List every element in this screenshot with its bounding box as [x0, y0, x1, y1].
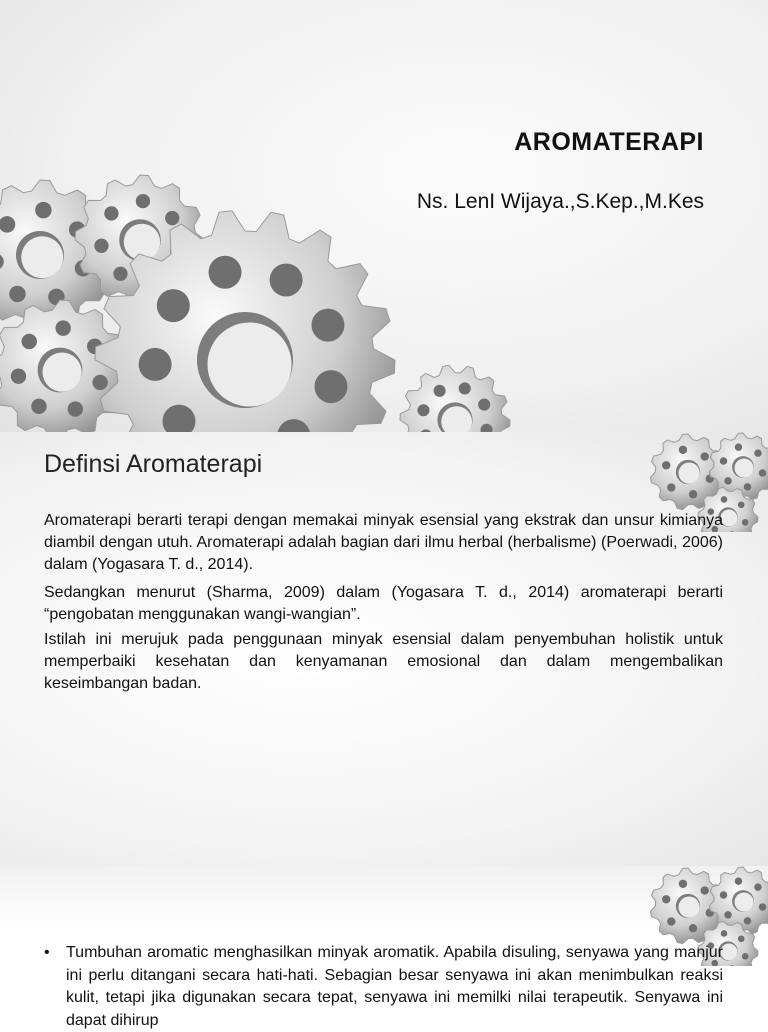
gear-hole	[721, 496, 728, 503]
gear-hole	[679, 880, 687, 888]
gear-hole	[136, 194, 150, 208]
gear-hole	[459, 382, 471, 394]
paragraph: Istilah ini merujuk pada penggunaan minyak esensial dalam penyembuhan holistik untuk memperbaiki kesehatan dan kenyamanan emosional dan dalam mengembalikan keseimbangan badan.	[44, 631, 723, 692]
gear-hole	[735, 877, 742, 884]
author-name: Ns. LenI Wijaya.,S.Kep.,M.Kes	[416, 190, 704, 213]
gear-hole	[139, 348, 172, 381]
gear-hole	[209, 256, 242, 289]
gear-hole	[689, 490, 697, 498]
bullet-marker: •	[44, 944, 50, 961]
definition-text	[44, 510, 723, 698]
gear-hole	[724, 911, 731, 918]
gear-hole	[311, 309, 344, 342]
bullet-list-item	[44, 942, 723, 1032]
presentation-title: AROMATERAPI	[514, 128, 704, 156]
gear-hole	[679, 446, 687, 454]
gear-hole	[270, 263, 303, 296]
gear-hole	[31, 399, 46, 414]
gear-hole	[744, 917, 751, 924]
gear-hole	[759, 469, 766, 476]
gear-hub-face	[21, 236, 63, 278]
gear-hub-face	[721, 944, 738, 961]
gear-hole	[157, 289, 190, 322]
title-slide	[0, 0, 768, 432]
gear-hole	[720, 457, 727, 464]
gear-hole	[724, 477, 731, 484]
gear-hole	[667, 917, 675, 925]
gears-illustration	[0, 0, 768, 432]
gear-hole	[759, 903, 766, 910]
gear-hole	[701, 452, 709, 460]
gear-hub-face	[735, 893, 754, 912]
gear-hole	[11, 369, 26, 384]
gear-hole	[742, 953, 749, 960]
gear-hole	[478, 399, 490, 411]
gear-hole	[662, 895, 670, 903]
gear-hole	[68, 401, 83, 416]
gear-hole	[689, 924, 697, 932]
gear-hole	[738, 935, 745, 942]
gear-hub-face	[721, 510, 738, 527]
gear-hole	[744, 483, 751, 490]
gear-hole	[55, 320, 70, 335]
gear-hub-face	[679, 463, 700, 484]
gear-hole	[417, 404, 429, 416]
gear-hole	[22, 334, 37, 349]
gear-hole	[701, 886, 709, 894]
gear-hole	[314, 370, 347, 403]
gear-hole	[113, 267, 127, 281]
gear-hole	[667, 483, 675, 491]
paragraph: Aromaterapi berarti terapi dengan memakai minyak esensial yang ekstrak dan unsur kimianya diambil dengan utuh. Aromaterapi adalah bagian dari ilmu herbal (herbalisme) (Poerwadi, 2006) dalam (Yogasara T. d., 2014).	[44, 512, 723, 573]
gear-hole	[735, 443, 742, 450]
bullet-text: Tumbuhan aromatic menghasilkan minyak aromatik. Apabila disuling, senyawa yang manjur ini perlu ditangani secara hati-hati. Sebagian besar senyawa ini akan menimbulkan reaksi kulit, tetapi jika digunakan secara tepat, senyawa ini memilki nilai terapeutik. Senyawa ini dapat dihirup	[66, 944, 723, 1029]
gear-hole	[662, 461, 670, 469]
gear-hub-face	[679, 897, 700, 918]
gear-hub-face	[735, 459, 754, 478]
gear-hole	[742, 519, 749, 526]
slide-heading: Definsi Aromaterapi	[44, 450, 263, 478]
gear-hole	[94, 239, 108, 253]
gear-hole	[9, 286, 26, 303]
gear-hole	[92, 375, 107, 390]
gear-hole	[35, 202, 52, 219]
gear-hole	[165, 211, 179, 225]
gear-hole	[738, 501, 745, 508]
gear-hole	[721, 930, 728, 937]
gear-hole	[434, 385, 446, 397]
paragraph: Sedangkan menurut (Sharma, 2009) dalam (Yogasara T. d., 2014) aromaterapi berarti “pengobatan menggunakan wangi-wangian”.	[44, 584, 723, 623]
gear-hole	[720, 891, 727, 898]
gear-hole	[104, 206, 118, 220]
gear-hub-face	[208, 323, 292, 407]
gear-hole	[754, 883, 761, 890]
gear-hole	[754, 449, 761, 456]
gear-hub-face	[43, 353, 82, 392]
